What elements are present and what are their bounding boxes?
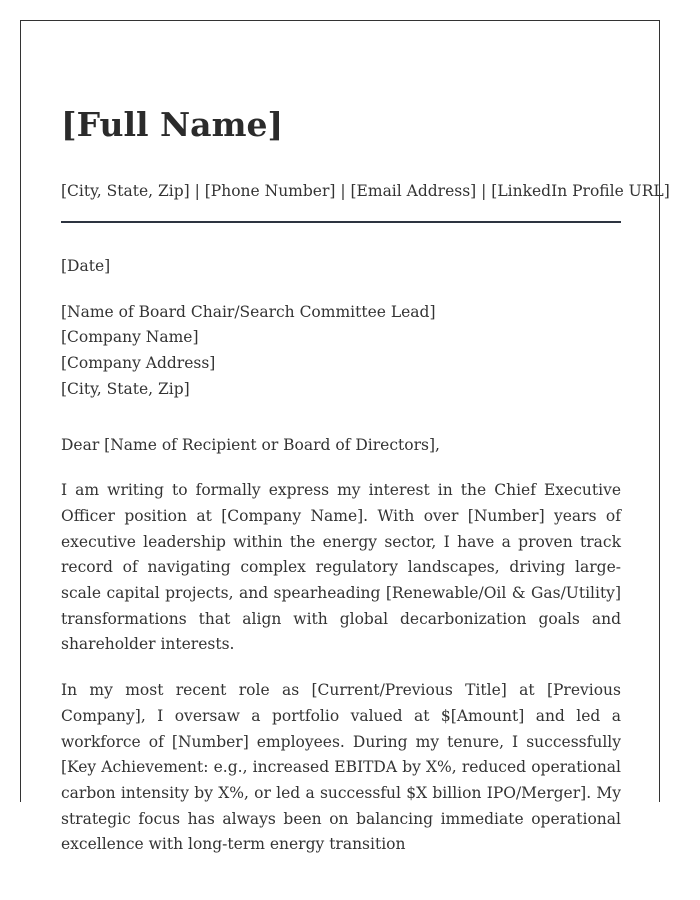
recipient-city-state-zip: [City, State, Zip]: [61, 379, 190, 398]
recipient-name: [Name of Board Chair/Search Committee Lead]: [61, 302, 436, 321]
letter-date: [Date]: [61, 257, 111, 275]
body-paragraph-2: In my most recent role as [Current/Previous Title] at [Previous Company], I oversaw a portfolio valued at $[Amount] and led a workforce of [Number] employees. During my tenure, I successfully [Key Achievement: e.g., increased EBITDA by X%, reduced operational carbon intensity by X%, or led a successful $X billion IPO/Merger]. My strategic focus has always been on balancing immediate operational excellence with long-term energy transition: [61, 681, 621, 854]
letter-page: [20, 20, 670, 854]
salutation: Dear [Name of Recipient or Board of Directors],: [61, 435, 440, 454]
contact-line: [City, State, Zip] | [Phone Number] | [Email Address] | [LinkedIn Profile URL]: [61, 182, 670, 200]
full-name-heading: [Full Name]: [61, 105, 284, 144]
body-paragraph-1: I am writing to formally express my interest in the Chief Executive Officer position at [Company Name]. With over [Number] years of executive leadership within the energy sector, I have a proven track record of navigating complex regulatory landscapes, driving large-scale capital projects, and spearheading [Renewable/Oil & Gas/Utility] transformations that align with global decarbonization goals and shareholder interests.: [61, 481, 621, 654]
letter-content: [61, 105, 670, 874]
recipient-company: [Company Name]: [61, 328, 199, 347]
recipient-address: [Company Address]: [61, 354, 216, 373]
header-divider: [61, 221, 621, 223]
recipient-block: [61, 300, 621, 403]
